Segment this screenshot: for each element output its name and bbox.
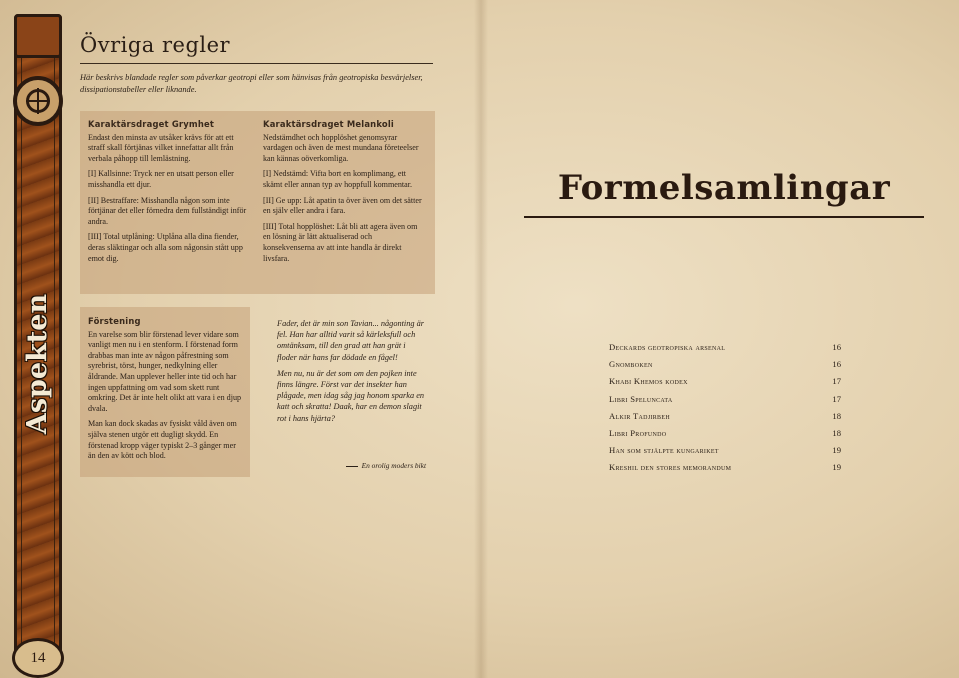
paragraph: [I] Kallsinne: Tryck ner en utsatt person eller misshandla ett djur. xyxy=(88,169,234,189)
dash-icon xyxy=(346,466,358,467)
grymhet-column xyxy=(88,119,250,269)
toc-page: 19 xyxy=(832,462,841,473)
box-title: Karaktärsdraget Melankoli xyxy=(263,119,394,129)
toc-entry[interactable] xyxy=(609,356,841,373)
paragraph: [III] Total hopplöshet: Låt bli att agera även om en lösning är lätt aktualiserad och konsekvenserna av att inte handla är direkt livsfara. xyxy=(263,221,418,263)
toc-entry[interactable] xyxy=(609,459,841,476)
paragraph: En varelse som blir förstenad lever vidare som vanligt men nu i en stenform. I förstenad form drabbas man inte av någon påfrestning som syrebrist, törst, hunger, nedkylning eller åldrande. Man upplever heller inte tid och har ingen uppfattning om vad som skett runt omkring. Det är inte helt olikt att vara i en djup dvala. xyxy=(88,329,242,413)
toc-entry[interactable] xyxy=(609,425,841,442)
attribution-text: En orolig moders bikt xyxy=(361,461,426,470)
toc-label: Deckards geotropiska arsenal xyxy=(609,342,726,352)
quote-paragraph: Fader, det är min son Tavian... någonting är fel. Han har alltid varit så kärleksfull och omtänksam, till den grad att han grät i floder när hans far dödade en fågel! xyxy=(277,319,424,362)
section-title-vertical: Aspekten xyxy=(22,293,53,435)
toc-entry[interactable] xyxy=(609,408,841,425)
paragraph: [II] Ge upp: Låt apatin ta över även om det sätter en själv eller andra i fara. xyxy=(263,195,422,216)
toc-label: Alkir Tadjirbeh xyxy=(609,410,670,421)
toc-label: Han som stjälpte kungariket xyxy=(609,445,719,456)
toc-page: 17 xyxy=(832,376,841,387)
chapter-rule xyxy=(524,216,924,218)
paragraph: Nedstämdhet och hopplöshet genomsyrar vardagen och även de mest mundana företeelser kan kännas oöverkomliga. xyxy=(263,132,419,163)
toc-page: 18 xyxy=(832,410,841,421)
toc-entry[interactable] xyxy=(609,339,841,356)
paragraph: Endast den minsta av utsåker krävs för att ett straff skall förtjänas vilket innefattar allt från verbala påhopp till lemlästning. xyxy=(88,132,234,163)
quote-block xyxy=(277,318,427,429)
toc-page: 16 xyxy=(832,342,841,352)
book-gutter xyxy=(474,0,488,678)
quote-paragraph: Men nu, nu är det som om den pojken inte finns längre. Först var det insekter han plågade, men idag såg jag honom sparka en katt och skratta! Daak, har en demon slagit rot i hans hjärta? xyxy=(277,368,425,423)
paragraph: [III] Total utplåning: Utplåna alla dina fiender, deras släktingar och alla som någonsin stått upp emot dig. xyxy=(88,232,243,263)
toc-entry[interactable] xyxy=(609,373,841,390)
table-of-contents xyxy=(609,339,841,477)
toc-entry[interactable] xyxy=(609,442,841,459)
toc-label: Kreshil den stores memorandum xyxy=(609,462,732,473)
toc-page: 16 xyxy=(832,359,841,370)
paragraph: [II] Bestraffare: Misshandla någon som inte förtjänar det eller förnedra dem fullständigt inför andra. xyxy=(88,195,247,226)
page-number: 14 xyxy=(12,638,64,678)
box-title: Karaktärsdraget Grymhet xyxy=(88,119,215,129)
chapter-title: Formelsamlingar xyxy=(557,168,891,208)
heading-rule xyxy=(80,63,433,64)
melankoli-column xyxy=(263,119,425,269)
toc-page: 19 xyxy=(832,445,841,456)
toc-label: Libri Profundo xyxy=(609,427,667,438)
cross-medallion-icon xyxy=(13,76,63,126)
page-heading: Övriga regler xyxy=(80,33,231,57)
paragraph: Man kan dock skadas av fysiskt våld även om själva stenen utgör ett dugligt skydd. En förstenad kropp väger typiskt 2–3 gånger mer än den av kött och blod. xyxy=(88,419,237,461)
quote-attribution xyxy=(330,461,426,470)
toc-label: Gnomboken xyxy=(609,359,653,370)
toc-label: Khabi Khemos kodex xyxy=(609,376,688,387)
toc-entry[interactable] xyxy=(609,391,841,408)
toc-label: Libri Speluncata xyxy=(609,393,673,404)
box-title: Förstening xyxy=(88,316,141,326)
paragraph: [I] Nedstämd: Vifta bort en komplimang, ett skämt eller annan typ av hoppfull kommentar. xyxy=(263,169,413,189)
forstening-column xyxy=(88,316,244,467)
toc-page: 17 xyxy=(832,393,841,404)
intro-text: Här beskrivs blandade regler som påverkar geotropi eller som hänvisas från geotropiska besvärjelser, dissipationstabeller eller liknande. xyxy=(80,73,423,94)
toc-page: 18 xyxy=(832,427,841,438)
decorative-border-band xyxy=(12,14,64,664)
knotwork-ornament xyxy=(14,14,62,58)
